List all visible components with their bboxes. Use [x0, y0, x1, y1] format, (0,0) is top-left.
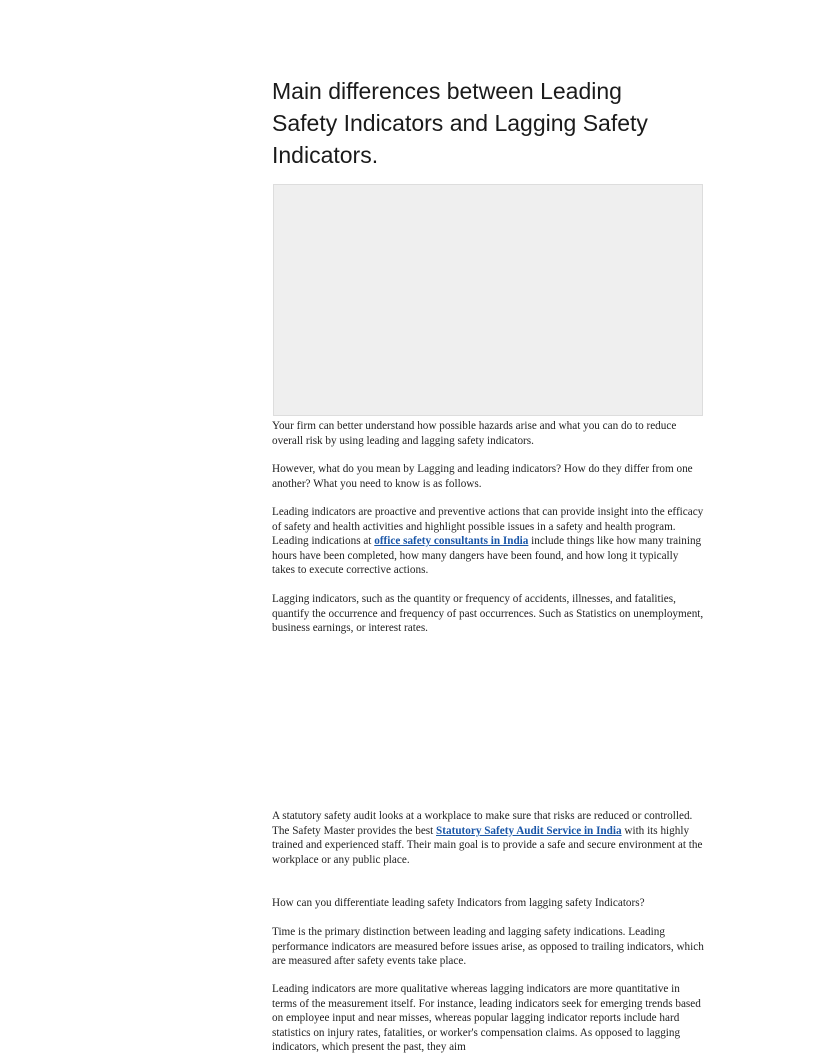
office-safety-consultants-link[interactable]: office safety consultants in India: [374, 535, 529, 547]
article-image-placeholder: [273, 184, 703, 416]
time-distinction-paragraph: Time is the primary distinction between leading and lagging safety indications. Leading performance indicators are measured before issues arise, as opposed to trailing indicators, which are measured after safety events take place.: [272, 926, 704, 967]
audit-text-after: with its highly trained and experienced staff. Their main goal is to provide a safe and secure environment at the workplace or any public place.: [272, 824, 703, 866]
article-title: Main differences between Leading Safety Indicators and Lagging Safety Indicators.: [272, 78, 648, 168]
differentiate-heading: How can you differentiate leading safety Indicators from lagging safety Indicators?: [272, 897, 645, 909]
leading-text-after: include things like how many training hours have been completed, how many dangers have been found, and how long it typically takes to execute corrective actions.: [272, 535, 702, 576]
statutory-audit-paragraph: [272, 809, 704, 867]
qualitative-paragraph: Leading indicators are more qualitative whereas lagging indicators are more quantitative in terms of the measurement itself. For instance, leading indicators seek for emerging trends based on employee input and near misses, whereas popular lagging indicator reports include hard statistics on injury rates, fatalities, or worker's compensation claims. As opposed to lagging indicators, which present the past, they aim: [272, 983, 701, 1053]
question-paragraph: However, what do you mean by Lagging and leading indicators? How do they differ from one another? What you need to know is as follows.: [272, 463, 693, 490]
statutory-safety-audit-link[interactable]: Statutory Safety Audit Service in India: [436, 824, 622, 837]
intro-paragraph: Your firm can better understand how possible hazards arise and what you can do to reduce overall risk by using leading and lagging safety indicators.: [272, 420, 677, 447]
leading-indicators-paragraph: [272, 505, 704, 578]
audit-text-before: A statutory safety audit looks at a workplace to make sure that risks are reduced or controlled. The Safety Master provides the best: [272, 810, 693, 837]
lagging-indicators-paragraph: Lagging indicators, such as the quantity or frequency of accidents, illnesses, and fatalities, quantify the occurrence and frequency of past occurrences. Such as Statistics on unemployment, business earnings, or interest rates.: [272, 593, 704, 634]
leading-text-before: Leading indicators are proactive and preventive actions that can provide insight into the efficacy of safety and health activities and highlight possible issues in a safety and health program. Leading indications at: [272, 506, 704, 547]
